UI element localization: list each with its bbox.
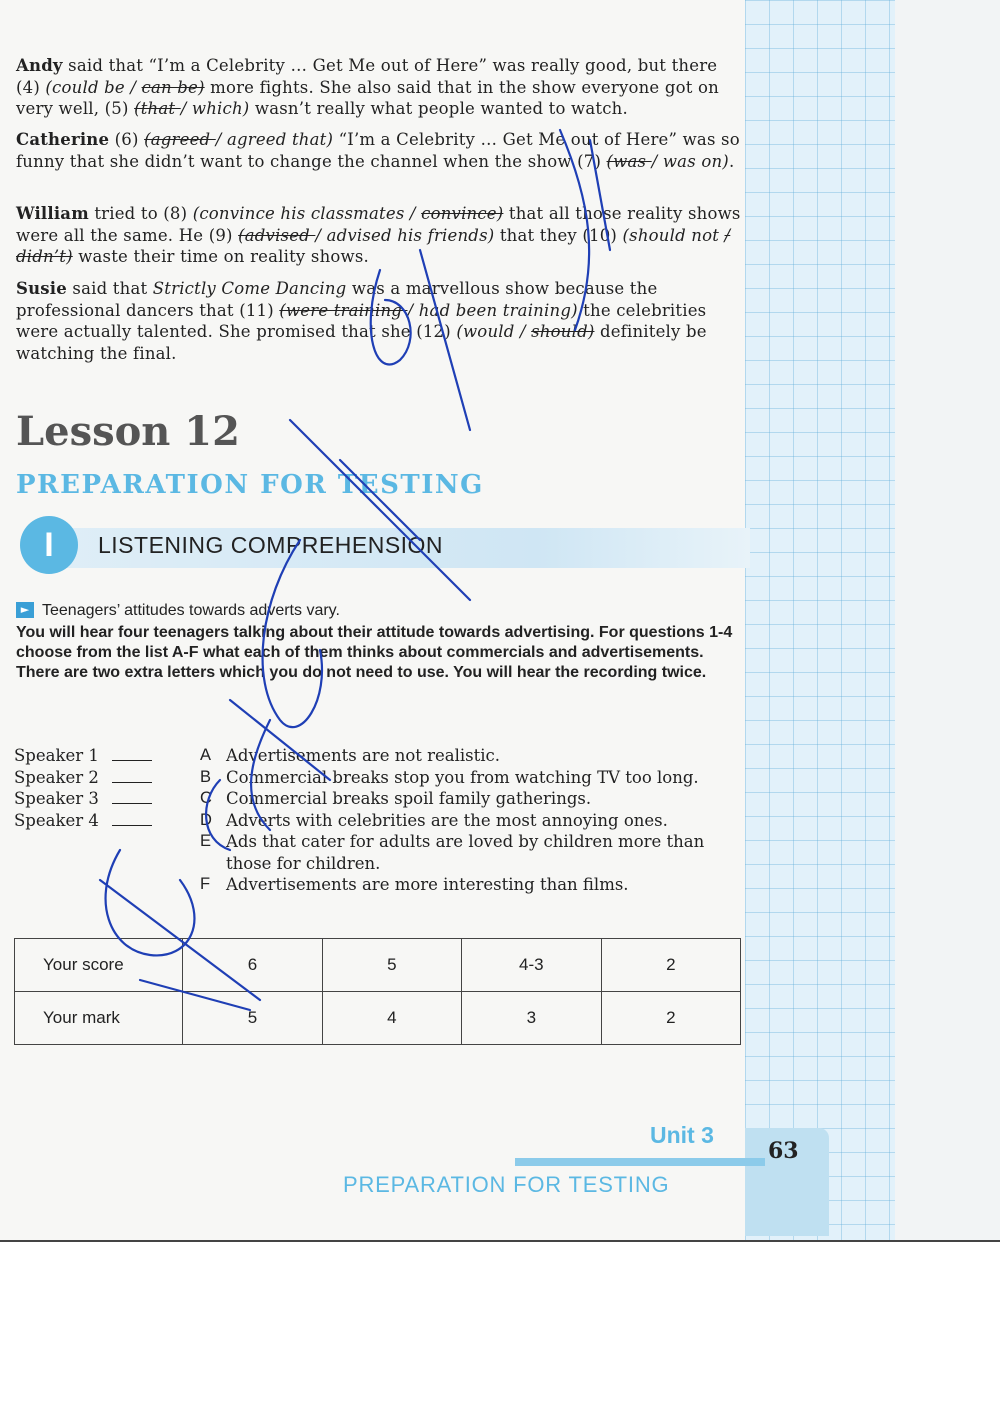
page-edge xyxy=(895,0,1000,1240)
speaker-name: Susie xyxy=(16,279,67,298)
option-item: E Ads that cater for adults are loved by children more than those for children. xyxy=(200,832,705,873)
table-header-cell: Your mark xyxy=(15,992,183,1045)
lesson-title: Lesson 12 xyxy=(16,408,240,455)
answer-blank[interactable] xyxy=(112,789,152,804)
table-header-cell: Your score xyxy=(15,939,183,992)
speaker-row: Speaker 1 xyxy=(14,745,152,767)
task-instructions: You will hear four teenagers talking about their attitude towards advertising. For questions 1-4 choose from the list A-F what each of them thinks about commercials and advertisements. There are two extra letters which you do not need to use. You will hear the recording twice. xyxy=(16,624,733,681)
lesson-subtitle: PREPARATION FOR TESTING xyxy=(16,470,484,500)
speaker-row: Speaker 4 xyxy=(14,810,152,832)
table-cell: 5 xyxy=(322,939,461,992)
speaker-name: Andy xyxy=(16,56,63,75)
speaker-name: Catherine xyxy=(16,130,110,149)
option-item: B Commercial breaks stop you from watching TV too long. xyxy=(200,767,699,787)
speaker-row: Speaker 2 xyxy=(14,767,152,789)
footer-title: PREPARATION FOR TESTING xyxy=(343,1172,670,1197)
section-number-badge: I xyxy=(20,516,78,574)
paragraph-susie: Susie said that Strictly Come Dancing was a marvellous show because the professional dancers that (11) (were training / had been training) the celebrities were actually talented. She promised that she (12) (would / should) definitely be watching the final. xyxy=(16,279,707,363)
answer-blank[interactable] xyxy=(112,746,152,761)
paragraph-catherine: Catherine (6) (agreed / agreed that) “I’m a Celebrity … Get Me out of Here” was so funny that she didn’t want to change the channel when the show (7) (was / was on). xyxy=(16,130,740,171)
page-number: 63 xyxy=(768,1138,799,1164)
table-cell: 6 xyxy=(183,939,322,992)
unit-label: Unit 3 xyxy=(650,1122,714,1148)
scan-bottom-margin xyxy=(0,1240,1000,1416)
audio-speaker-icon: ► xyxy=(16,602,34,618)
speaker-name: William xyxy=(16,204,89,223)
table-cell: 5 xyxy=(183,992,322,1045)
paragraph-william: William tried to (8) (convince his classmates / convince) that all those reality shows were all the same. He (9) (advised / advised his friends) that they (10) (should not / didn’t) waste their time on reality shows. xyxy=(16,204,741,266)
table-cell: 2 xyxy=(601,939,740,992)
speaker-row: Speaker 3 xyxy=(14,788,152,810)
table-cell: 2 xyxy=(601,992,740,1045)
table-row xyxy=(15,939,741,992)
table-cell: 4 xyxy=(322,992,461,1045)
footer-rule xyxy=(515,1158,765,1166)
answer-blank[interactable] xyxy=(112,811,152,826)
section-title: LISTENING COMPREHENSION xyxy=(98,532,444,558)
option-list xyxy=(200,745,745,896)
table-cell: 3 xyxy=(461,992,601,1045)
option-item: D Adverts with celebrities are the most annoying ones. xyxy=(200,810,668,830)
table-cell: 4-3 xyxy=(461,939,601,992)
table-row xyxy=(15,992,741,1045)
option-item: C Commercial breaks spoil family gatherings. xyxy=(200,789,592,808)
answer-blank[interactable] xyxy=(112,768,152,783)
option-item: A Advertisements are not realistic. xyxy=(200,746,501,765)
paragraph-andy: Andy said that “I’m a Celebrity … Get Me out of Here” was really good, but there (4) (could be / can be) more fights. She also said that in the show everyone got on very well, (5) (that / which) wasn’t really what people wanted to watch. xyxy=(16,56,719,118)
grid-margin-strip xyxy=(745,0,895,1240)
speaker-list xyxy=(14,745,152,831)
task-topic: Teenagers’ attitudes towards adverts vary. xyxy=(42,602,340,619)
option-item: F Advertisements are more interesting than films. xyxy=(200,875,629,894)
score-table xyxy=(14,938,741,1045)
